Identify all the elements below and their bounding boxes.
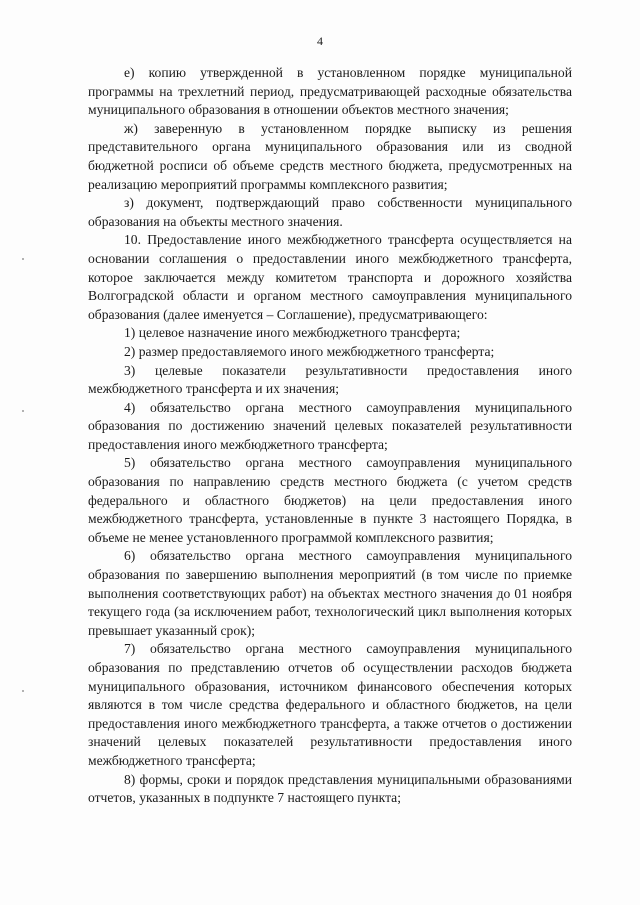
scan-artifact-dot [22,258,24,260]
paragraph-subitem-2: 2) размер предоставляемого иного межбюджетного трансферта; [124,343,495,359]
paragraph-subitem-7: 7) обязательство органа местного самоуправления муниципального образования по представлению отчетов об осуществлении расходов бюджета муниципального образования, источником финансового обеспечения которых являются в том числе средства федерального и областного бюджетов, на цели предоставления иного межбюджетного трансферта, а также отчетов о достижении значений целевых показателей результативности предоставления иного межбюджетного трансферта; [88,641,572,768]
paragraph-item-zh: ж) заверенную в установленном порядке выписку из решения представительного органа муниципального образования или из сводной бюджетной росписи об объеме средств местного бюджета, предусмотренных на реализацию мероприятий программы комплексного развития; [88,120,572,192]
paragraph-item-z: з) документ, подтверждающий право собственности муниципального образования на объекты местного значения. [88,195,572,229]
paragraph-subitem-8: 8) формы, сроки и порядок представления муниципальными образованиями отчетов, указанных в подпункте 7 настоящего пункта; [88,771,572,806]
scan-artifact-dot [22,410,24,412]
paragraph-item-e: е) копию утвержденной в установленном порядке муниципальной программы на трехлетний период, предусматривающей расходные обязательства муниципального образования в отношении объектов местного значения; [88,65,572,118]
paragraph-subitem-1: 1) целевое назначение иного межбюджетного трансферта; [124,325,461,341]
document-body [88,64,572,808]
paragraph-subitem-6: 6) обязательство органа местного самоуправления муниципального образования по завершению выполнения мероприятий (в том числе по приемке выполнения соответствующих работ) на объектах местного значения до 01 ноября текущего года (за исключением работ, технологический цикл выполнения которых превышает указанный срок); [88,548,572,638]
page-number: 4 [317,34,323,48]
scan-artifact-dot [22,690,24,692]
paragraph-subitem-3: 3) целевые показатели результативности предоставления иного межбюджетного трансферта и их значения; [88,362,572,397]
paragraph-subitem-4: 4) обязательство органа местного самоуправления муниципального образования по достижению значений целевых показателей результативности предоставления иного межбюджетного трансферта; [88,399,572,452]
paragraph-subitem-5: 5) обязательство органа местного самоуправления муниципального образования по направлению средств местного бюджета (с учетом средств федерального и областного бюджетов) на цели предоставления иного межбюджетного трансферта, установленные в пункте 3 настоящего Порядка, в объеме не менее установленного программой комплексного развития; [88,455,572,545]
paragraph-clause-10: 10. Предоставление иного межбюджетного трансферта осуществляется на основании соглашения о предоставлении иного межбюджетного трансферта, которое заключается между комитетом транспорта и дорожного хозяйства Волгоградской области и органом местного самоуправления муниципального образования (далее именуется – Соглашение), предусматривающего: [88,232,572,322]
